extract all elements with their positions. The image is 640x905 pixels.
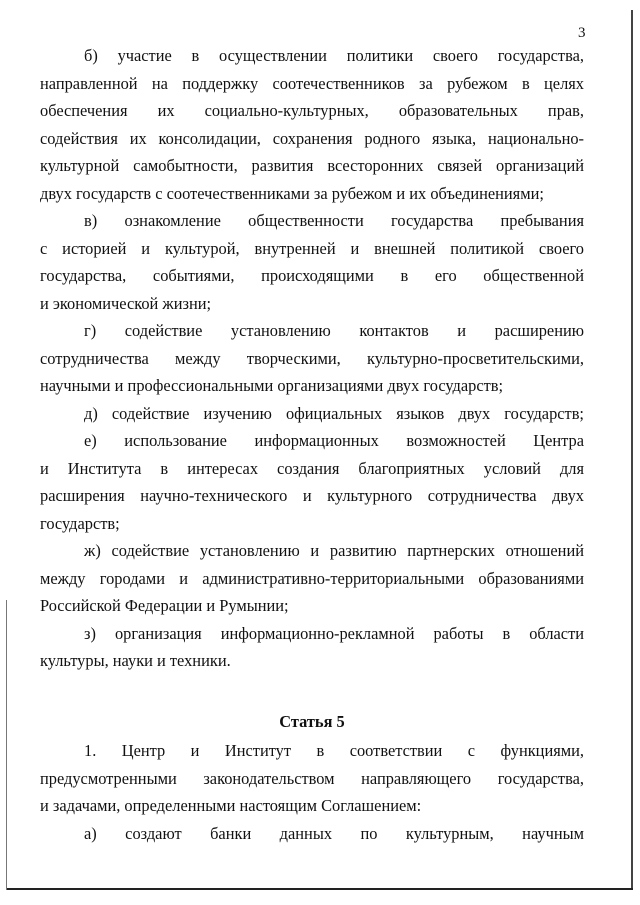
text-line: 1. Центр и Институт в соответствии с функциями, xyxy=(84,741,584,760)
text-line: Российской Федерации и Румынии; xyxy=(40,596,289,615)
text-line: б) участие в осуществлении политики своего государства, xyxy=(84,46,584,65)
text-line: предусмотренными законодательством направляющего государства, xyxy=(40,768,584,788)
text-line: между городами и административно-территориальными образованиями xyxy=(40,568,584,588)
text-line: г) содействие установлению контактов и расширению xyxy=(84,321,584,340)
text-line: государств; xyxy=(40,513,120,533)
text-line: сотрудничества между творческими, культурно-просветительскими, xyxy=(40,348,584,368)
text-line: ж) содействие установлению и развитию партнерских отношений xyxy=(84,541,584,560)
page-border-bottom xyxy=(6,888,633,890)
page-border-left xyxy=(6,600,7,890)
text-line: и задачами, определенными настоящим Соглашением: xyxy=(40,796,422,815)
text-line: расширения научно-технического и культурного сотрудничества двух xyxy=(40,486,584,505)
text-line: а) создают банки данных по культурным, научным xyxy=(84,823,584,843)
text-line: е) использование информационных возможностей Центра xyxy=(84,431,584,450)
item-list xyxy=(40,42,584,675)
text-line: двух государств с соотечественниками за рубежом и их объединениями; xyxy=(40,183,544,203)
article-body xyxy=(40,737,584,847)
page-border-right xyxy=(631,10,633,890)
document-body xyxy=(40,42,584,847)
text-line: и Института в интересах создания благоприятных условий для xyxy=(40,458,584,478)
page-number: 3 xyxy=(578,25,586,41)
text-line: с историей и культурой, внутренней и внешней политикой своего xyxy=(40,238,584,258)
text-line: в) ознакомление общественности государства пребывания xyxy=(84,211,584,230)
text-line: обеспечения их социально-культурных, образовательных прав, xyxy=(40,101,584,120)
text-line: научными и профессиональными организациями двух государств; xyxy=(40,376,504,395)
text-line: д) содействие изучению официальных языков двух государств; xyxy=(84,403,584,423)
text-line: государства, событиями, происходящими в его общественной xyxy=(40,266,584,285)
text-line: содействия их консолидации, сохранения родного языка, национально- xyxy=(40,128,584,148)
text-line: культурной самобытности, развития всесторонних связей организаций xyxy=(40,156,584,175)
text-line: з) организация информационно-рекламной работы в области xyxy=(84,623,584,643)
text-line: и экономической жизни; xyxy=(40,293,212,313)
text-line: направленной на поддержку соотечественников за рубежом в целях xyxy=(40,73,584,93)
text-line: культуры, науки и техники. xyxy=(40,651,231,670)
article-heading: Статья 5 xyxy=(279,711,345,731)
